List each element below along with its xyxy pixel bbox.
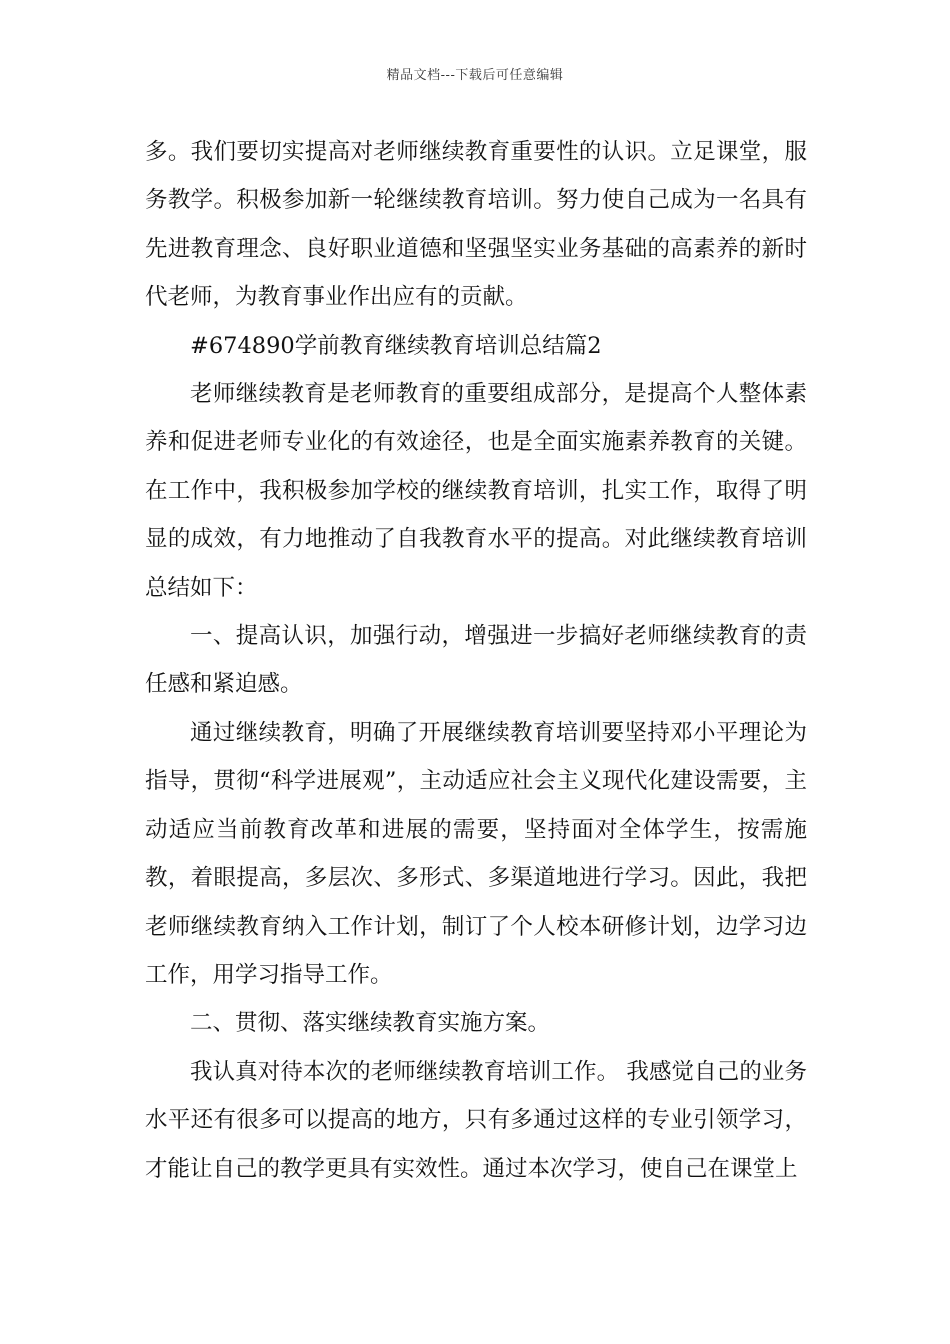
paragraph-continuation: 多。我们要切实提高对老师继续教育重要性的认识。立足课堂，服务教学。积极参加新一轮继续教育培训。努力使自己成为一名具有先进教育理念、良好职业道德和坚强坚实业务基础的高素养的新时代老师，为教育事业作出应有的贡献。	[145, 139, 807, 311]
page-header: 精品文档---下载后可任意编辑	[386, 68, 564, 83]
paragraph-body: 通过继续教育，明确了开展继续教育培训要坚持邓小平理论为指导，贯彻“科学进展观”，主动适应社会主义现代化建设需要，主动适应当前教育改革和进展的需要，坚持面对全体学生，按需施教，着眼提高，多层次、多形式、多渠道地进行学习。因此，我把老师继续教育纳入工作计划，制订了个人校本研修计划，边学习边工作，用学习指导工作。	[145, 719, 807, 988]
document-body	[145, 128, 807, 1193]
paragraph-closing: 我认真对待本次的老师继续教育培训工作。 我感觉自己的业务水平还有很多可以提高的地方，只有多通过这样的专业引领学习，才能让自己的教学更具有实效性。通过本次学习，使自己在课堂上	[145, 1058, 807, 1182]
section-heading: #674890学前教育继续教育培训总结篇2	[190, 332, 602, 359]
subheading-two: 二、贯彻、落实继续教育实施方案。	[190, 1010, 551, 1037]
subheading-one: 一、提高认识，加强行动，增强进一步搞好老师继续教育的责任感和紧迫感。	[145, 623, 807, 698]
paragraph-intro: 老师继续教育是老师教育的重要组成部分，是提高个人整体素养和促进老师专业化的有效途径，也是全面实施素养教育的关键。在工作中，我积极参加学校的继续教育培训，扎实工作，取得了明显的成效，有力地推动了自我教育水平的提高。对此继续教育培训总结如下：	[145, 381, 807, 601]
